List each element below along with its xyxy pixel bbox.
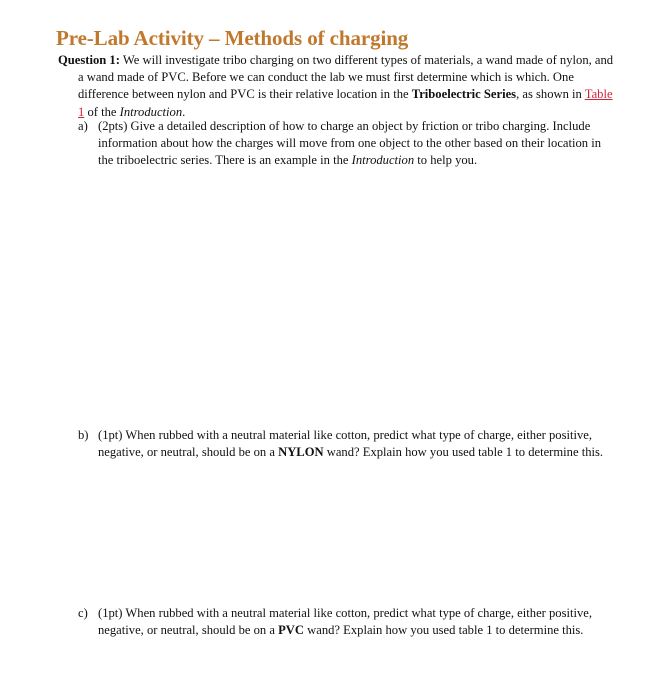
triboelectric-series-term: Triboelectric Series bbox=[411, 87, 517, 102]
part-b-letter: b) bbox=[78, 428, 89, 442]
question-part-a bbox=[78, 118, 618, 170]
part-a-text-2: to help you. bbox=[414, 153, 478, 168]
question-1-text-2: , as shown in bbox=[516, 87, 585, 102]
table-1-link[interactable]: Table 1 bbox=[78, 87, 613, 119]
question-1-text-4: . bbox=[182, 104, 186, 119]
question-part-b bbox=[78, 427, 618, 461]
part-a-text bbox=[78, 118, 618, 170]
question-1-paragraph bbox=[58, 52, 618, 121]
question-1-text-3: of the bbox=[84, 104, 120, 119]
question-1-label: Question 1: bbox=[58, 53, 120, 67]
part-a-introduction-reference: Introduction bbox=[351, 153, 415, 168]
part-c-text bbox=[78, 605, 618, 639]
part-c-text-1: (1pt) When rubbed with a neutral material like cotton, predict what type of charge, either positive, negative, or neutral, should be on a bbox=[98, 606, 593, 638]
part-a-text-1: (2pts) Give a detailed description of how to charge an object by friction or tribo charging. Include information about how the charges will move from one object to the other based on their location in the triboelectric series. There is an example in the bbox=[98, 119, 602, 168]
part-b-text-2: wand? Explain how you used table 1 to determine this. bbox=[323, 445, 604, 460]
introduction-reference: Introduction bbox=[119, 104, 183, 119]
part-c-letter: c) bbox=[78, 606, 88, 620]
nylon-term: NYLON bbox=[278, 445, 324, 460]
question-1-text-1: We will investigate tribo charging on two different types of materials, a wand made of nylon, and a wand made of PVC. Before we can conduct the lab we must first determine which is which. One difference between nylon and PVC is their relative location in the bbox=[78, 53, 614, 102]
part-a-letter: a) bbox=[78, 119, 88, 133]
page-title: Pre-Lab Activity – Methods of charging bbox=[56, 26, 409, 50]
part-c-text-2: wand? Explain how you used table 1 to determine this. bbox=[304, 623, 584, 638]
question-part-c bbox=[78, 605, 618, 639]
part-b-text-1: (1pt) When rubbed with a neutral material like cotton, predict what type of charge, either positive, negative, or neutral, should be on a bbox=[98, 428, 593, 460]
question-1 bbox=[58, 52, 618, 121]
part-b-text bbox=[78, 427, 618, 461]
pvc-term: PVC bbox=[278, 623, 304, 638]
